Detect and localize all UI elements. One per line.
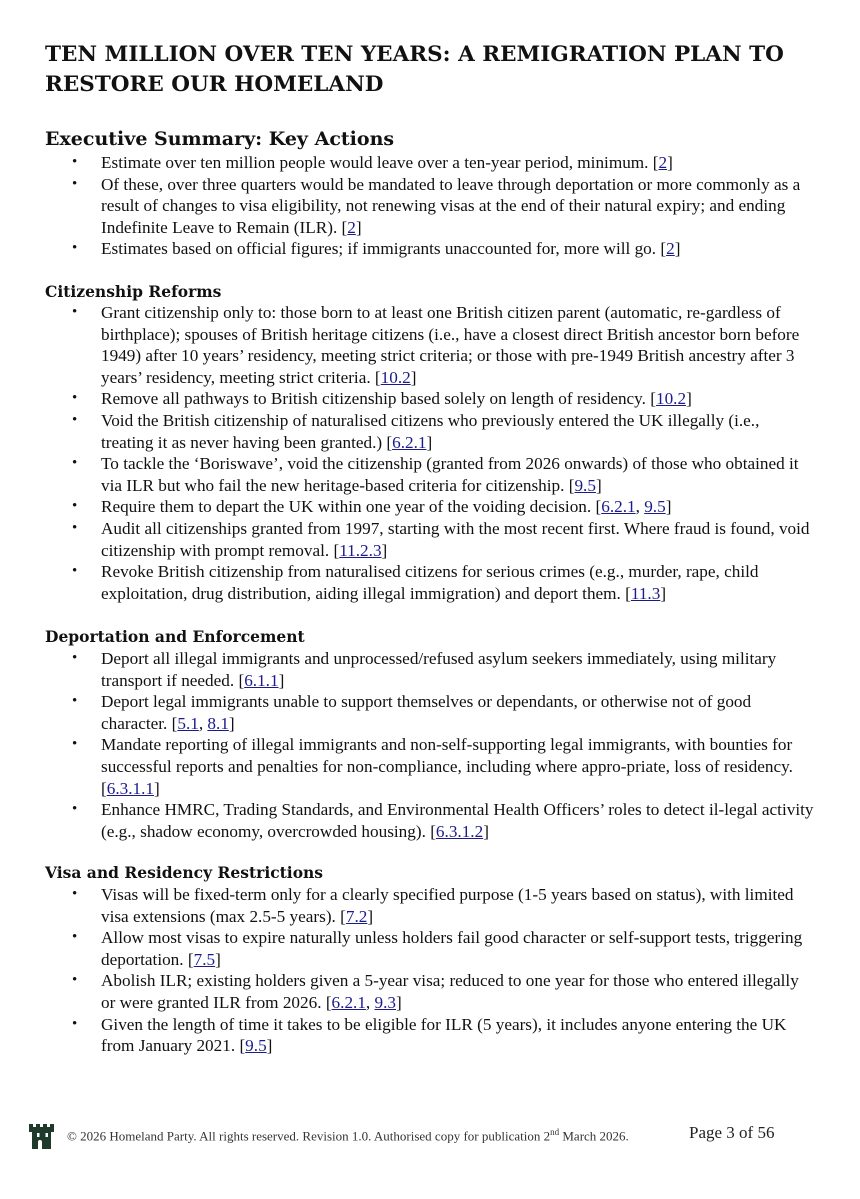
page-footer — [28, 1117, 828, 1153]
executive-summary-list — [45, 152, 815, 260]
bullet-dot: • — [72, 801, 78, 818]
document-title: TEN MILLION OVER TEN YEARS: A REMIGRATION PLAN TO RESTORE OUR HOMELAND — [45, 42, 784, 97]
bullet-dot: • — [72, 498, 78, 515]
section-reference-link[interactable]: 9.5 — [245, 1036, 267, 1056]
section-reference-link[interactable]: 7.5 — [193, 949, 216, 969]
section-heading-executive-summary: Executive Summary: Key Actions — [45, 128, 395, 150]
bullet-text: Mandate reporting of illegal immigrants and non-self-supporting legal immigrants, with bounties for successful reports and penalties for non-compliance, including where appro-priate, loss of residency. — [101, 735, 793, 776]
bullet-dot: • — [72, 455, 78, 472]
bullet-item: • To tackle the ‘Boriswave’, void the citizenship (granted from 2026 onwards) of those who obtained it via ILR but who fail the new heritage-based criteria for citizenship. [9.5] — [72, 454, 799, 495]
bullet-item: • Revoke British citizenship from naturalised citizens for serious crimes (e.g., murder, rape, child exploitation, drug distribution, aiding illegal immigration) and deport them. [11.3] — [72, 562, 759, 603]
bullet-dot: • — [72, 304, 78, 320]
bullet-item: • Estimate over ten million people would leave over a ten-year period, minimum. [2] — [72, 153, 673, 172]
section-reference-link[interactable]: 10.2 — [380, 367, 411, 387]
bullet-item: • Enhance HMRC, Trading Standards, and Environmental Health Officers’ roles to detect il-legal activity (e.g., shadow economy, overcrowded housing). [6.3.1.2] — [72, 800, 814, 841]
visa-residency-list — [45, 884, 815, 1057]
section-reference-link[interactable]: 2 — [347, 217, 356, 237]
bullet-text: Require them to depart the UK within one year of the voiding decision. — [101, 497, 592, 517]
section-heading-deportation: Deportation and Enforcement — [45, 627, 305, 646]
bullet-text: To tackle the ‘Boriswave’, void the citizenship (granted from 2026 onwards) of those who obtained it via ILR but who fail the new heritage-based criteria for citizenship. — [101, 454, 799, 495]
bullet-item: • Allow most visas to expire naturally unless holders fail good character or self-support tests, triggering deportation. [7.5] — [72, 928, 803, 969]
bullet-dot: • — [72, 411, 78, 428]
bullet-text: Enhance HMRC, Trading Standards, and Environmental Health Officers’ roles to detect il-legal activity (e.g., shadow economy, overcrowded housing). — [101, 800, 814, 841]
castle-icon — [28, 1121, 58, 1151]
bullet-dot: • — [72, 175, 78, 192]
bullet-dot: • — [72, 1015, 78, 1032]
bullet-dot: • — [72, 650, 78, 666]
bullet-dot: • — [72, 972, 78, 989]
section-reference-link[interactable]: 6.2.1 — [601, 497, 636, 517]
bullet-item: • Remove all pathways to British citizenship based solely on length of residency. [10.2] — [72, 389, 692, 409]
bullet-dot: • — [72, 563, 78, 580]
citizenship-reforms-list — [45, 302, 815, 604]
bullet-dot: • — [72, 519, 78, 536]
bullet-text: Remove all pathways to British citizenship based solely on length of residency. — [101, 389, 646, 409]
section-reference-link[interactable]: 7.2 — [345, 906, 368, 926]
bullet-text: Estimate over ten million people would leave over a ten-year period, minimum. — [101, 153, 649, 172]
section-reference-link[interactable]: 9.3 — [374, 992, 396, 1012]
bullet-item: • Void the British citizenship of naturalised citizens who previously entered the UK illegally (i.e., treating it as never having been granted.) [6.2.1] — [72, 410, 760, 452]
bullet-dot: • — [72, 693, 78, 710]
bullet-item: • Require them to depart the UK within one year of the voiding decision. [6.2.1, 9.5] — [72, 497, 672, 517]
bullet-dot: • — [72, 240, 78, 257]
bullet-text: Visas will be fixed-term only for a clearly specified purpose (1-5 years based on status), with limited visa extensions (max 2.5-5 years). — [101, 885, 794, 926]
bullet-text: Deport legal immigrants unable to support themselves or dependants, or otherwise not of good character. — [101, 692, 752, 733]
section-reference-link[interactable]: 6.3.1.1 — [106, 778, 154, 798]
section-reference-link[interactable]: 6.1.1 — [244, 670, 279, 690]
bullet-item: • Deport all illegal immigrants and unprocessed/refused asylum seekers immediately, using military transport if needed. [6.1.1] — [72, 649, 777, 690]
section-reference-link[interactable]: 2 — [658, 153, 668, 172]
bullet-text: Revoke British citizenship from naturalised citizens for serious crimes (e.g., murder, rape, child exploitation, drug distribution, aiding illegal immigration) and deport them. — [101, 562, 759, 603]
bullet-text: Deport all illegal immigrants and unprocessed/refused asylum seekers immediately, using military transport if needed. — [101, 649, 777, 690]
bullet-dot: • — [72, 736, 78, 753]
bullet-text: Audit all citizenships granted from 1997, starting with the most recent first. Where fraud is found, void citizenship with prompt removal. — [101, 518, 810, 560]
section-reference-link[interactable]: 8.1 — [207, 713, 229, 733]
bullet-dot: • — [72, 154, 78, 170]
bullet-item: • Mandate reporting of illegal immigrants and non-self-supporting legal immigrants, with bounties for successful reports and penalties for non-compliance, including where appro-priate, loss of residency. [6.3.1.1] — [72, 735, 793, 798]
bullet-text: Given the length of time it takes to be eligible for ILR (5 years), it includes anyone entering the UK from January 2021. — [101, 1014, 787, 1056]
section-reference-link[interactable]: 11.3 — [630, 583, 661, 603]
bullet-item: • Grant citizenship only to: those born to at least one British citizen parent (automatic, re-gardless of birthplace); spouses of British heritage citizens (i.e., have a closest direct British ancestor born before 1949) after 10 years’ residency, meeting strict criteria; or those with pre-1949 British ancestry after 3 years’ residency, meeting strict criteria. [10.2] — [72, 303, 800, 387]
section-reference-link[interactable]: 9.5 — [574, 475, 596, 495]
deportation-list — [45, 648, 815, 842]
section-reference-link[interactable]: 2 — [666, 239, 675, 259]
bullet-item: • Deport legal immigrants unable to support themselves or dependants, or otherwise not of good character. [5.1, 8.1] — [72, 692, 752, 733]
section-reference-link[interactable]: 11.2.3 — [339, 540, 382, 560]
bullet-item: • Audit all citizenships granted from 1997, starting with the most recent first. Where fraud is found, void citizenship with prompt removal. [11.2.3] — [72, 518, 810, 560]
section-heading-visa-residency: Visa and Residency Restrictions — [45, 863, 324, 882]
bullet-dot: • — [72, 886, 78, 902]
bullet-dot: • — [72, 929, 78, 946]
section-reference-link[interactable]: 6.3.1.2 — [435, 821, 484, 841]
section-heading-citizenship-reforms: Citizenship Reforms — [45, 282, 222, 301]
bullet-dot: • — [72, 390, 78, 407]
bullet-text: Abolish ILR; existing holders given a 5-year visa; reduced to one year for those who entered illegally or were granted ILR from 2026. — [101, 971, 799, 1012]
bullet-item: • Abolish ILR; existing holders given a 5-year visa; reduced to one year for those who entered illegally or were granted ILR from 2026. [6.2.1, 9.3] — [72, 971, 799, 1012]
section-reference-link[interactable]: 6.2.1 — [331, 992, 366, 1012]
bullet-item: • Visas will be fixed-term only for a clearly specified purpose (1-5 years based on status), with limited visa extensions (max 2.5-5 years). [7.2] — [72, 885, 794, 926]
bullet-item: • Of these, over three quarters would be mandated to leave through deportation or more commonly as a result of changes to visa eligibility, not renewing visas at the end of their natural expiry; and ending Indefinite Leave to Remain (ILR). [2] — [72, 174, 801, 237]
section-reference-link[interactable]: 10.2 — [655, 389, 687, 409]
bullet-text: Grant citizenship only to: those born to at least one British citizen parent (automatic, re-gardless of birthplace); spouses of British heritage citizens (i.e., have a closest direct British ancestor born before 1949) after 10 years’ residency, meeting strict criteria; or those with pre-1949 British ancestry after 3 years’ residency, meeting strict criteria. — [101, 303, 800, 387]
page-number: Page 3 of 56 — [689, 1123, 775, 1142]
section-reference-link[interactable]: 5.1 — [177, 713, 199, 733]
bullet-text: Allow most visas to expire naturally unless holders fail good character or self-support tests, triggering deportation. — [101, 928, 803, 969]
section-reference-link[interactable]: 6.2.1 — [392, 432, 427, 452]
section-reference-link[interactable]: 9.5 — [644, 497, 666, 517]
bullet-text: Of these, over three quarters would be mandated to leave through deportation or more commonly as a result of changes to visa eligibility, not renewing visas at the end of their natural expiry; and ending Indefinite Leave to Remain (ILR). — [101, 174, 801, 237]
bullet-item: • Given the length of time it takes to be eligible for ILR (5 years), it includes anyone entering the UK from January 2021. [9.5] — [72, 1014, 787, 1056]
footer-copyright: © 2026 Homeland Party. All rights reserved. Revision 1.0. Authorised copy for publication 2nd March 2026. — [67, 1127, 629, 1144]
bullet-text: Void the British citizenship of naturalised citizens who previously entered the UK illegally (i.e., treating it as never having been granted.) — [101, 410, 760, 452]
bullet-item: • Estimates based on official figures; if immigrants unaccounted for, more will go. [2] — [72, 239, 681, 259]
bullet-text: Estimates based on official figures; if immigrants unaccounted for, more will go. — [101, 239, 657, 259]
